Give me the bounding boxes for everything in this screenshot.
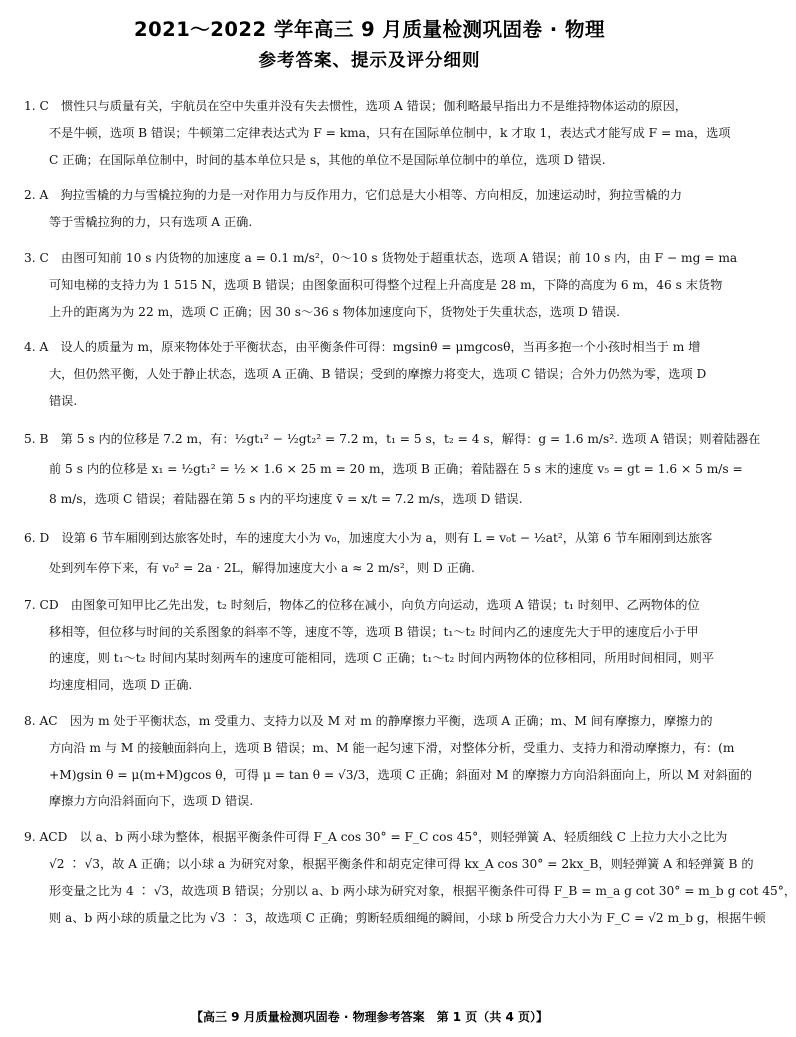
answer-line: 8. AC 因为 m 处于平衡状态，m 受重力、支持力以及 M 对 m 的静摩擦力平衡，选项 A 正确；m、M 间有摩擦力，摩擦力的: [24, 713, 713, 728]
answer-line: 上升的距离为为 22 m，选项 C 正确；因 30 s～36 s 物体加速度向下，货物处于失重状态，选项 D 错误.: [49, 304, 621, 319]
answer-item: [24, 523, 716, 583]
answer-line: 大，但仍然平衡，人处于静止状态，选项 A 正确、B 错误；受到的摩擦力将变大，选项 C 错误；合外力仍然为零，选项 D: [49, 367, 707, 382]
answer-line: 5. B 第 5 s 内的位移是 7.2 m，有：½gt₁² − ½gt₂² = 7.2 m，t₁ = 5 s，t₂ = 4 s，解得：g = 1.6 m/s². 选项 A 错误；则着陆器在: [24, 431, 761, 446]
answer-line: 均速度相同，选项 D 正确.: [49, 678, 193, 693]
answer-line: 可知电梯的支持力为 1 515 N，选项 B 错误；由图象面积可得整个过程上升高度是 28 m，下降的高度为 6 m，46 s 末货物: [49, 277, 723, 292]
answer-line: 摩擦力方向沿斜面向下，选项 D 错误.: [49, 794, 254, 809]
answer-line: 等于雪橇拉狗的力，只有选项 A 正确.: [49, 215, 253, 230]
answer-item: [24, 182, 716, 236]
answer-item: [24, 334, 716, 414]
answer-line: 处到列车停下来，有 v₀² = 2a · 2L，解得加速度大小 a ≈ 2 m/s²，则 D 正确.: [49, 560, 475, 575]
answer-line: 形变量之比为 4 ∶ √3，故选项 B 错误；分别以 a、b 两小球为研究对象，根据平衡条件可得 F_B = m_a g cot 30° = m_b g cot 45°，: [49, 883, 796, 898]
answer-list: [24, 93, 796, 940]
answer-line: 不是牛顿，选项 B 错误；牛顿第二定律表达式为 F = kma，只有在国际单位制中，k 才取 1，表达式才能写成 F = ma，选项: [49, 125, 731, 140]
answer-item: [24, 245, 738, 325]
answer-item: [24, 424, 761, 514]
answer-line: 方向沿 m 与 M 的接触面斜向上，选项 B 错误；m、M 能一起匀速下滑，对整体分析，受重力、支持力和滑动摩擦力，有：(m: [49, 740, 735, 755]
page-subtitle: 参考答案、提示及评分细则: [258, 51, 481, 71]
answer-line: 9. ACD 以 a、b 两小球为整体，根据平衡条件可得 F_A cos 30° = F_C cos 45°，则轻弹簧 A、轻质细线 C 上拉力大小之比为: [24, 830, 728, 845]
page-footer: 【高三 9 月质量检测巩固卷 · 物理参考答案 第 1 页（共 4 页）】: [190, 1010, 549, 1024]
page-title: 2021～2022 学年高三 9 月质量检测巩固卷 · 物理: [134, 18, 605, 41]
answer-line: 3. C 由图可知前 10 s 内货物的加速度 a = 0.1 m/s²，0～10 s 货物处于超重状态，选项 A 错误；前 10 s 内，由 F − mg = ma: [24, 250, 738, 265]
answer-line: 2. A 狗拉雪橇的力与雪橇拉狗的力是一对作用力与反作用力，它们总是大小相等、方向相反，加速运动时，狗拉雪橇的力: [24, 188, 683, 203]
answer-line: +M)gsin θ = μ(m+M)gcos θ，可得 μ = tan θ = √3/3，选项 C 正确；斜面对 M 的摩擦力方向沿斜面向上，所以 M 对斜面的: [49, 767, 753, 782]
answer-line: 7. CD 由图象可知甲比乙先出发，t₂ 时刻后，物体乙的位移在减小，向负方向运动，选项 A 错误；t₁ 时刻甲、乙两物体的位: [24, 597, 700, 612]
answer-line: 的速度，则 t₁～t₂ 时间内某时刻两车的速度可能相同，选项 C 正确；t₁～t₂ 时间内两物体的位移相同，所用时间相同，则平: [49, 651, 715, 666]
answer-line: 则 a、b 两小球的质量之比为 √3 ∶ 3，故选项 C 正确；剪断轻质细绳的瞬间，小球 b 所受合力大小为 F_C = √2 m_b g，根据牛顿: [49, 910, 766, 925]
answer-line: 4. A 设人的质量为 m，原来物体处于平衡状态，由平衡条件可得：mgsinθ = μmgcosθ，当再多抱一个小孩时相当于 m 增: [24, 340, 701, 355]
answer-item: [24, 708, 753, 815]
answer-line: 6. D 设第 6 节车厢刚到达旅客处时，车的速度大小为 v₀，加速度大小为 a，则有 L = v₀t − ½at²，从第 6 节车厢刚到达旅客: [24, 530, 713, 545]
answer-item: [24, 592, 716, 699]
answer-line: 8 m/s，选项 C 错误；着陆器在第 5 s 内的平均速度 v̄ = x/t = 7.2 m/s，选项 D 错误.: [49, 491, 523, 506]
answer-line: √2 ∶ √3，故 A 正确；以小球 a 为研究对象，根据平衡条件和胡克定律可得 kx_A cos 30° = 2kx_B，则轻弹簧 A 和轻弹簧 B 的: [49, 856, 754, 871]
answer-line: 错误.: [49, 393, 78, 408]
answer-item: [24, 93, 731, 173]
answer-line: 1. C 惯性只与质量有关，宇航员在空中失重并没有失去惯性，选项 A 错误；伽利略最早指出力不是维持物体运动的原因，: [24, 99, 687, 113]
answer-line: C 正确；在国际单位制中，时间的基本单位只是 s，其他的单位不是国际单位制中的单位，选项 D 错误.: [49, 152, 606, 167]
answer-line: 移相等，但位移与时间的关系图象的斜率不等，速度不等，选项 B 错误；t₁～t₂ 时间内乙的速度先大于甲的速度后小于甲: [49, 624, 699, 639]
answer-item: [24, 824, 796, 931]
answer-line: 前 5 s 内的位移是 x₁ = ½gt₁² = ½ × 1.6 × 25 m = 20 m，选项 B 正确；着陆器在 5 s 末的速度 v₅ = gt = 1.6 × 5 m/s =: [49, 461, 743, 476]
